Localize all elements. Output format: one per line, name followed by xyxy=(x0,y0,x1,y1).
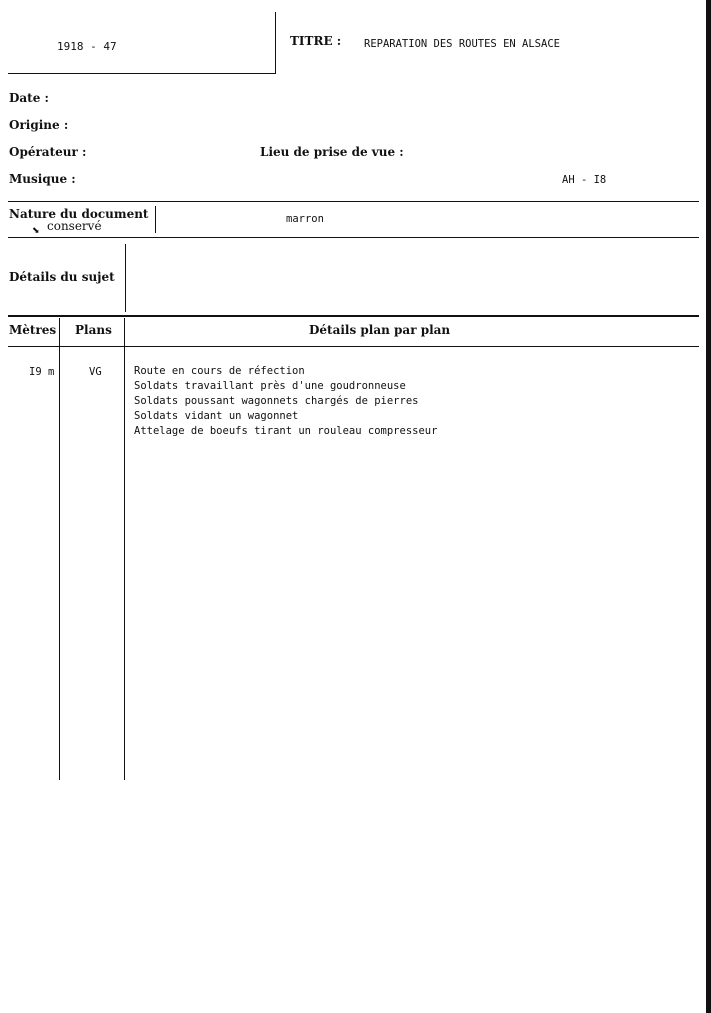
column-header-plans: Plans xyxy=(75,323,112,337)
reference-number: 1918 - 47 xyxy=(57,40,117,53)
details-sujet-brace xyxy=(125,244,126,312)
table-row-details xyxy=(134,364,437,439)
header-divider-horizontal xyxy=(8,73,276,74)
titre-label: TITRE : xyxy=(290,34,342,48)
column-divider-1 xyxy=(59,318,60,780)
arrow-mark-icon: ⬊ xyxy=(32,226,40,236)
column-divider-2 xyxy=(124,318,125,780)
date-label: Date : xyxy=(9,91,49,105)
origine-label: Origine : xyxy=(9,118,69,132)
nature-top-line xyxy=(8,201,699,202)
nature-bottom-line xyxy=(8,237,699,238)
nature-value: marron xyxy=(286,213,324,225)
table-header-line xyxy=(8,346,699,347)
table-row-metres: I9 m xyxy=(29,366,55,378)
table-top-line xyxy=(8,315,699,317)
details-sujet-label: Détails du sujet xyxy=(9,270,115,284)
detail-line-3: Soldats poussant wagonnets chargés de pierres xyxy=(134,395,419,407)
detail-line-1: Route en cours de réfection xyxy=(134,365,305,377)
header-divider-vertical xyxy=(275,12,276,74)
musique-label: Musique : xyxy=(9,172,76,186)
titre-value: REPARATION DES ROUTES EN ALSACE xyxy=(364,38,560,50)
nature-label-line2: conservé xyxy=(47,219,102,233)
detail-line-2: Soldats travaillant près d'une goudronneuse xyxy=(134,380,406,392)
nature-label-line1: Nature du document xyxy=(9,207,149,221)
column-header-details: Détails plan par plan xyxy=(309,323,451,337)
nature-divider xyxy=(155,206,156,233)
table-row-plans: VG xyxy=(89,366,102,378)
operateur-label: Opérateur : xyxy=(9,145,87,159)
scan-edge xyxy=(706,0,711,1013)
detail-line-5: Attelage de boeufs tirant un rouleau compresseur xyxy=(134,425,438,437)
detail-line-4: Soldats vidant un wagonnet xyxy=(134,410,299,422)
lieu-label: Lieu de prise de vue : xyxy=(260,145,404,159)
archive-code: AH - I8 xyxy=(562,174,607,186)
column-header-metres: Mètres xyxy=(9,323,57,337)
